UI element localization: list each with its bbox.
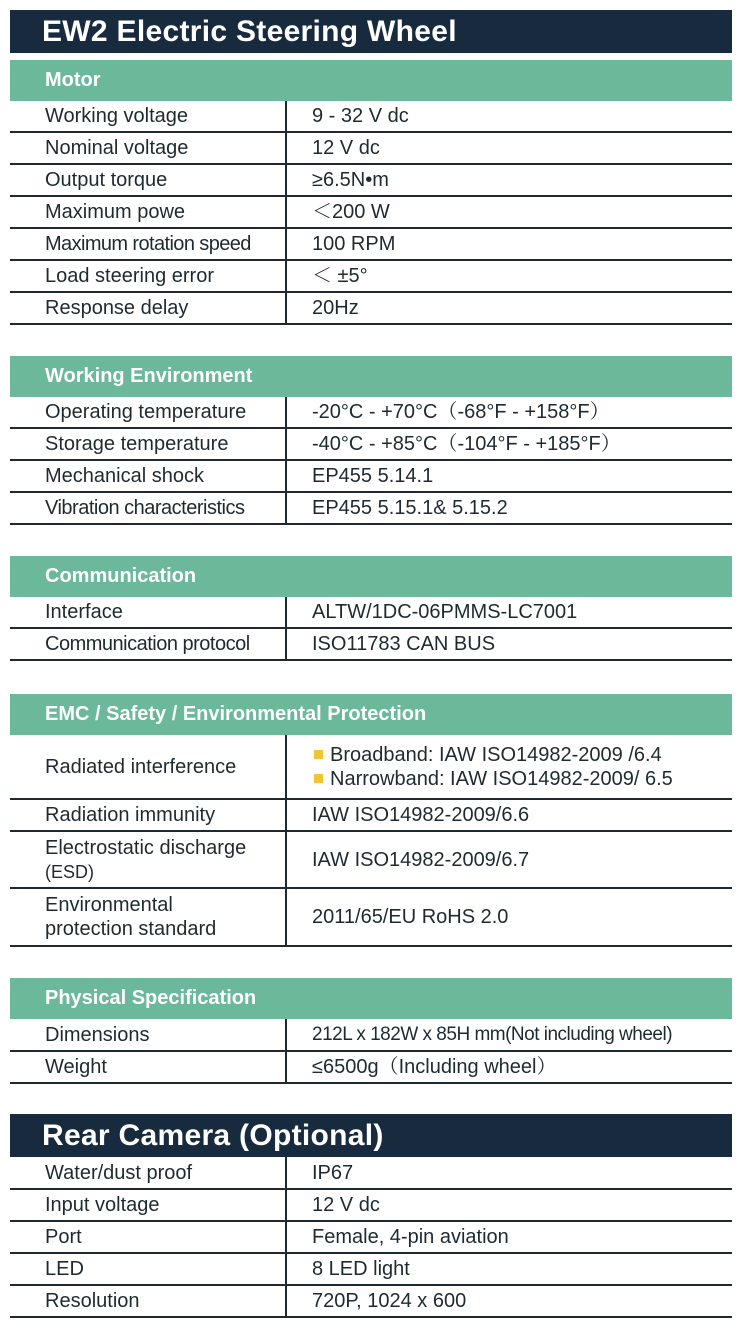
spec-label: Water/dust proof (10, 1157, 287, 1188)
section-heading-physical: Physical Specification (10, 978, 732, 1019)
table-row (10, 889, 732, 947)
spec-label: Radiation immunity (10, 800, 287, 830)
spec-label: Radiated interference (10, 735, 287, 798)
table-row (10, 832, 732, 889)
spec-value: 720P, 1024 x 600 (312, 1290, 467, 1312)
spec-label: Storage temperature (10, 429, 287, 459)
table-row (10, 165, 732, 197)
spec-label (10, 889, 287, 945)
spec-value: 9 - 32 V dc (312, 105, 409, 127)
bullet-icon (314, 750, 323, 759)
spec-label-line: protection standard (45, 918, 217, 940)
spec-label-line: Electrostatic discharge (45, 836, 247, 859)
spec-value: ≤6500g（Including wheel） (312, 1056, 557, 1078)
spec-label: Working voltage (10, 101, 287, 131)
spec-label: Interface (10, 597, 287, 627)
bullet-text: Narrowband: IAW ISO14982-2009/ 6.5 (330, 767, 673, 790)
physical-table (10, 1019, 732, 1084)
spec-value (287, 735, 732, 798)
spec-value: 20Hz (312, 297, 359, 319)
spec-label: Operating temperature (10, 397, 287, 427)
spec-value: 12 V dc (312, 1194, 380, 1216)
table-row (10, 735, 732, 800)
spec-label: Mechanical shock (10, 461, 287, 491)
spec-label: Dimensions (10, 1019, 287, 1050)
spec-label: Load steering error (10, 261, 287, 291)
camera-table (10, 1157, 732, 1318)
spec-value: -40°C - +85°C（-104°F - +185°F） (312, 433, 621, 455)
table-row (10, 197, 732, 229)
table-row (10, 800, 732, 832)
spec-value: ＜ ±5° (312, 265, 368, 287)
table-row (10, 133, 732, 165)
spec-value: ALTW/1DC-06PMMS-LC7001 (312, 601, 578, 623)
table-row (10, 597, 732, 629)
spec-value: 12 V dc (312, 137, 380, 159)
spec-value: IAW ISO14982-2009/6.7 (312, 848, 530, 871)
spec-value: IP67 (312, 1161, 354, 1184)
table-row (10, 1190, 732, 1222)
table-row (10, 101, 732, 133)
table-row (10, 261, 732, 293)
communication-table (10, 597, 732, 661)
spec-label: Communication protocol (10, 629, 287, 659)
table-row (10, 629, 732, 661)
section-heading-motor: Motor (10, 60, 732, 101)
spec-value: ISO11783 CAN BUS (312, 633, 496, 655)
table-row (10, 1254, 732, 1286)
table-row (10, 1019, 732, 1052)
spec-label: Output torque (10, 165, 287, 195)
table-row (10, 461, 732, 493)
spec-label-line: (ESD) (45, 861, 94, 882)
table-row (10, 1052, 732, 1084)
spec-value: 8 LED light (312, 1258, 410, 1280)
spec-value: IAW ISO14982-2009/6.6 (312, 804, 530, 826)
spec-value: ≥6.5N•m (312, 169, 389, 191)
page-title: EW2 Electric Steering Wheel (10, 10, 732, 53)
table-row (10, 293, 732, 325)
emc-table (10, 735, 732, 947)
spec-label: Maximum rotation speed (10, 229, 287, 259)
list-item (314, 743, 662, 767)
table-row (10, 397, 732, 429)
camera-title: Rear Camera (Optional) (10, 1114, 732, 1157)
list-item (314, 767, 673, 791)
spec-value: EP455 5.15.1& 5.15.2 (312, 497, 508, 519)
table-row (10, 1157, 732, 1190)
spec-value: 2011/65/EU RoHS 2.0 (312, 906, 509, 928)
spec-label: Resolution (10, 1286, 287, 1316)
environment-table (10, 397, 732, 525)
spec-value: EP455 5.14.1 (312, 465, 434, 487)
table-row (10, 1286, 732, 1318)
spec-label: Port (10, 1222, 287, 1252)
spec-value: Female, 4-pin aviation (312, 1226, 509, 1248)
spec-value: ＜200 W (312, 201, 390, 223)
spec-label: Weight (10, 1052, 287, 1082)
spec-label: Response delay (10, 293, 287, 323)
table-row (10, 429, 732, 461)
table-row (10, 1222, 732, 1254)
spec-label: Maximum powe (10, 197, 287, 227)
spec-value: 212L x 182W x 85H mm(Not including wheel) (312, 1023, 673, 1045)
table-row (10, 229, 732, 261)
bullet-icon (314, 774, 323, 783)
spec-label (10, 832, 287, 887)
motor-table (10, 101, 732, 325)
spec-value: -20°C - +70°C（-68°F - +158°F） (312, 401, 610, 423)
spec-label-line: Environmental (45, 894, 173, 916)
spec-label: Nominal voltage (10, 133, 287, 163)
table-row (10, 493, 732, 525)
spec-label: Vibration characteristics (10, 493, 287, 523)
section-heading-environment: Working Environment (10, 356, 732, 397)
bullet-text: Broadband: IAW ISO14982-2009 /6.4 (330, 743, 662, 766)
spec-value: 100 RPM (312, 233, 396, 255)
section-heading-communication: Communication (10, 556, 732, 597)
section-heading-emc: EMC / Safety / Environmental Protection (10, 694, 732, 735)
spec-label: Input voltage (10, 1190, 287, 1220)
spec-label: LED (10, 1254, 287, 1284)
